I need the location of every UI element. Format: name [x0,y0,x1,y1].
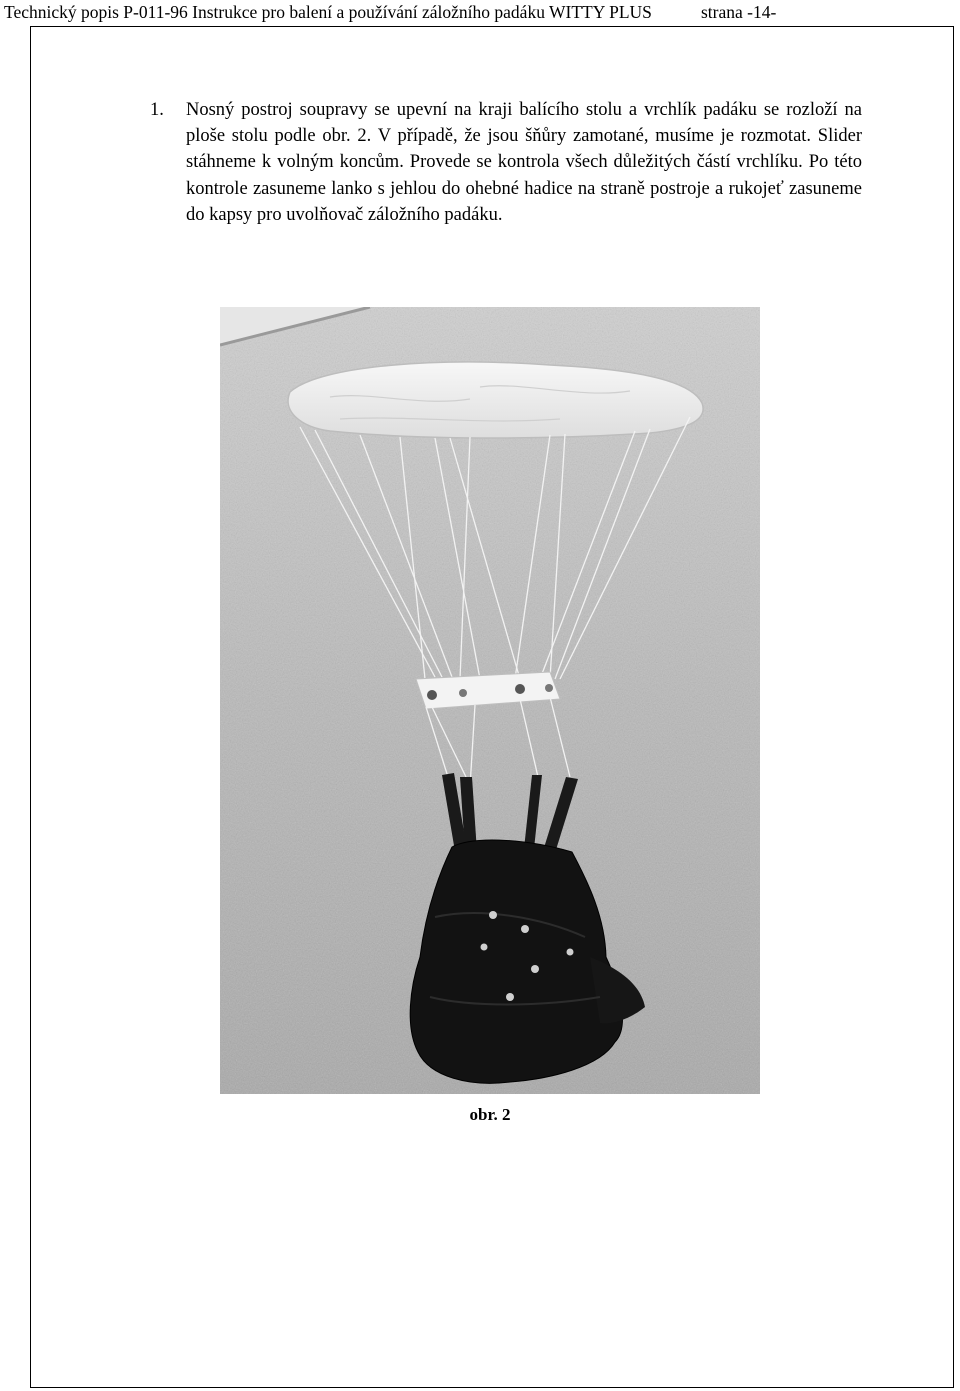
slider-grommet [545,684,553,692]
figure-caption: obr. 2 [469,1105,511,1124]
step-number: 1. [150,100,164,120]
slider-grommet [515,684,525,694]
document-title: Technický popis P-011-96 Instrukce pro balení a používání záložního padáku WITTY PLUS [4,2,652,22]
parachute-photo [220,307,760,1094]
slider-grommet [427,690,437,700]
step-text: Nosný postroj soupravy se upevní na kraji balícího stolu a vrchlík padáku se rozloží na ploše stolu podle obr. 2. V případě, že jsou šňůry zamotané, musíme je rozmotat. Slider stáhneme k volným koncům. Provede se kontrola všech důležitých částí vrchlíku. Po této kontrole zasuneme lanko s jehlou do ohebné hadice na straně postroje a rukojeť zasuneme do kapsy pro uvolňovač záložního padáku. [186,100,862,225]
page-header [4,1,954,25]
instruction-step [150,97,862,228]
slider-grommet [459,689,467,697]
page-number: strana -14- [701,2,777,22]
